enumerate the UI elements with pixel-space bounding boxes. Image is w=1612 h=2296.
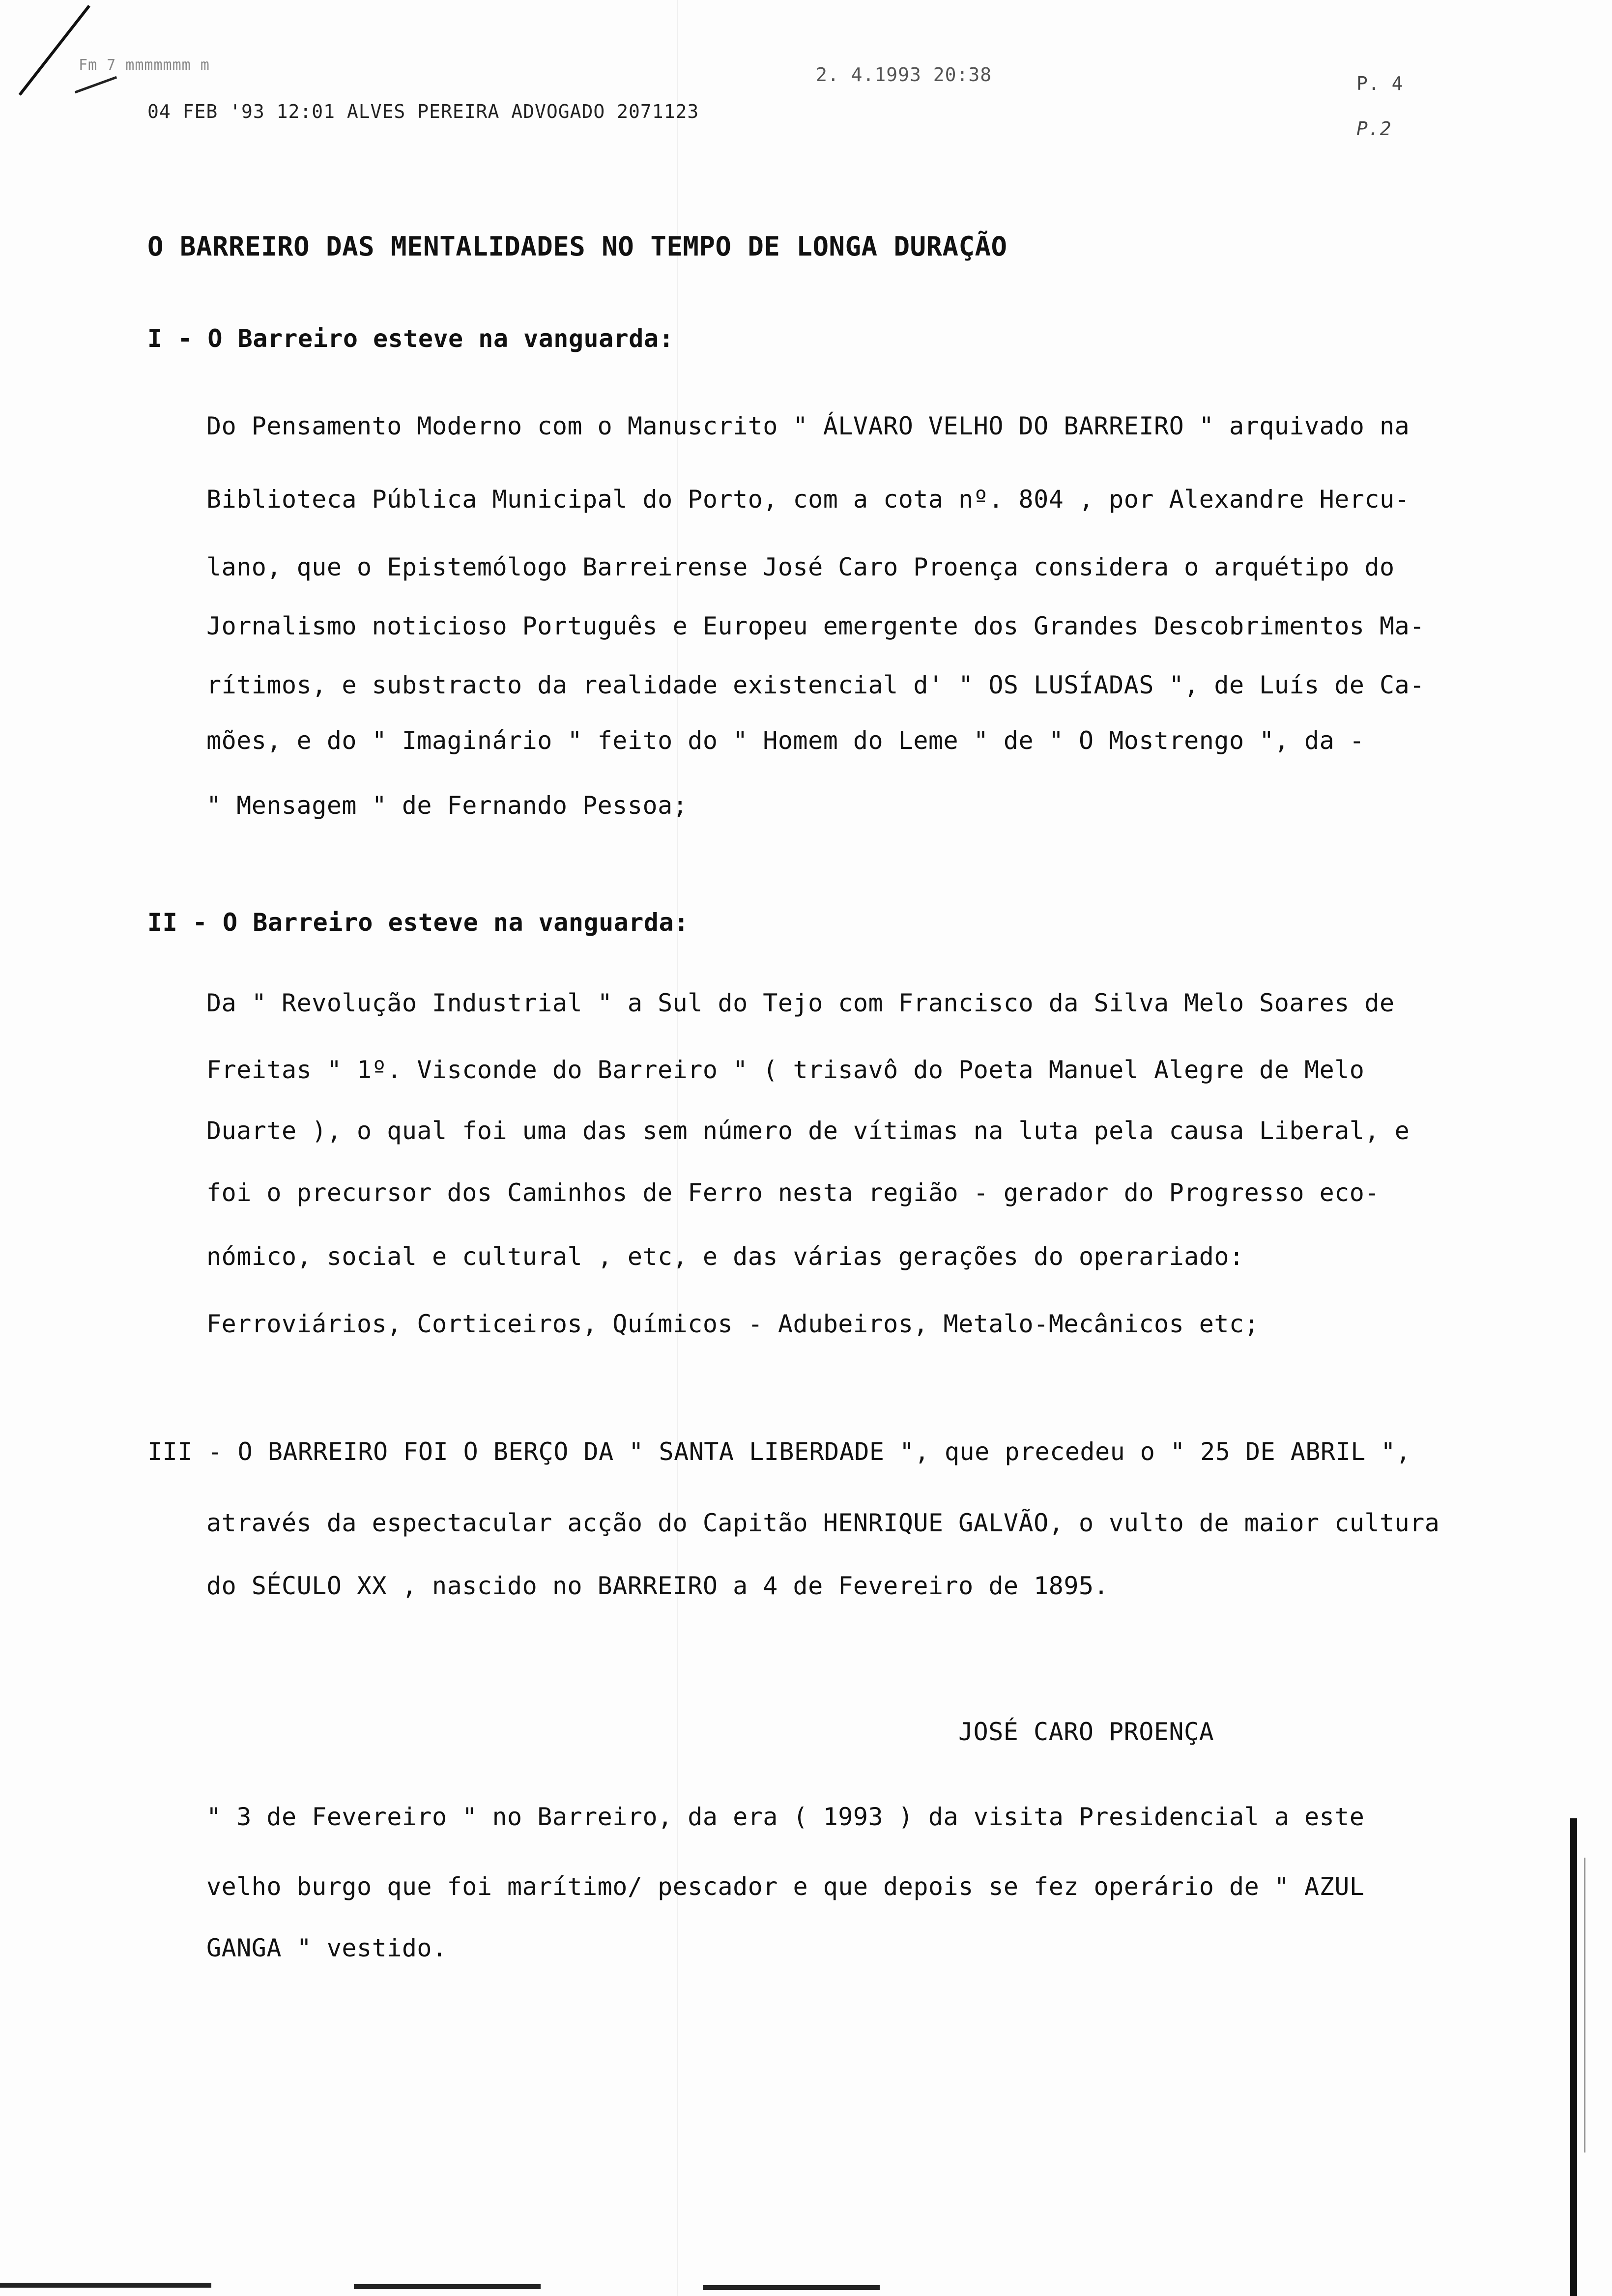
page-number-p2: P.2	[1356, 118, 1392, 140]
section2-line: Ferroviários, Corticeiros, Químicos - Adubeiros, Metalo-Mecânicos etc;	[206, 1310, 1260, 1338]
section3-line: do SÉCULO XX , nascido no BARREIRO a 4 de Fevereiro de 1895.	[206, 1572, 1109, 1600]
section1-line: lano, que o Epistemólogo Barreirense José Caro Proença considera o arquétipo do	[206, 553, 1395, 581]
pen-mark-tick	[75, 76, 117, 93]
section1-line: rítimos, e substracto da realidade existencial d' " OS LUSÍADAS ", de Luís de Ca-	[206, 671, 1425, 699]
scan-edge-line	[1584, 1858, 1585, 2152]
section2-line: Freitas " 1º. Visconde do Barreiro " ( trisavô do Poeta Manuel Alegre de Melo	[206, 1056, 1365, 1084]
fold-crease	[677, 0, 678, 2296]
section2-line: nómico, social e cultural , etc, e das várias gerações do operariado:	[206, 1242, 1244, 1271]
section2-heading: II - O Barreiro esteve na vanguarda:	[147, 908, 689, 937]
pen-mark	[19, 5, 90, 96]
scan-edge-bar	[1570, 1818, 1577, 2296]
closing-line: velho burgo que foi marítimo/ pescador e que depois se fez operário de " AZUL	[206, 1872, 1365, 1901]
section3-line: através da espectacular acção do Capitão HENRIQUE GALVÃO, o vulto de maior cultura	[206, 1509, 1440, 1537]
closing-line: GANGA " vestido.	[206, 1934, 447, 1962]
closing-line: " 3 de Fevereiro " no Barreiro, da era ( 1993 ) da visita Presidencial a este	[206, 1803, 1365, 1831]
section1-heading: I - O Barreiro esteve na vanguarda:	[147, 324, 674, 353]
document-title: O BARREIRO DAS MENTALIDADES NO TEMPO DE LONGA DURAÇÃO	[147, 231, 1008, 262]
signature-name: JOSÉ CARO PROENÇA	[958, 1718, 1214, 1746]
fax-header-line: 04 FEB '93 12:01 ALVES PEREIRA ADVOGADO 2071123	[147, 101, 699, 122]
fax-header-faint: Fm 7 mmmmmmm m	[79, 57, 210, 74]
fax-header-timestamp: 2. 4.1993 20:38	[816, 64, 992, 86]
section2-line: Duarte ), o qual foi uma das sem número de vítimas na luta pela causa Liberal, e	[206, 1117, 1410, 1145]
section1-line: Do Pensamento Moderno com o Manuscrito " ÁLVARO VELHO DO BARREIRO " arquivado na	[206, 412, 1410, 440]
section1-line: mões, e do " Imaginário " feito do " Homem do Leme " de " O Mostrengo ", da -	[206, 726, 1365, 755]
section2-line: Da " Revolução Industrial " a Sul do Tejo com Francisco da Silva Melo Soares de	[206, 989, 1395, 1017]
scan-smudge	[0, 2283, 211, 2288]
page-number-p4: P. 4	[1356, 73, 1404, 94]
section3-line: III - O BARREIRO FOI O BERÇO DA " SANTA LIBERDADE ", que precedeu o " 25 DE ABRIL ",	[147, 1437, 1411, 1466]
scan-smudge	[703, 2285, 880, 2290]
section1-line: Biblioteca Pública Municipal do Porto, com a cota nº. 804 , por Alexandre Hercu-	[206, 485, 1410, 514]
section1-line: Jornalismo noticioso Português e Europeu emergente dos Grandes Descobrimentos Ma-	[206, 612, 1425, 640]
section1-line: " Mensagem " de Fernando Pessoa;	[206, 791, 688, 820]
scan-smudge	[354, 2284, 541, 2289]
section2-line: foi o precursor dos Caminhos de Ferro nesta região - gerador do Progresso eco-	[206, 1178, 1380, 1207]
